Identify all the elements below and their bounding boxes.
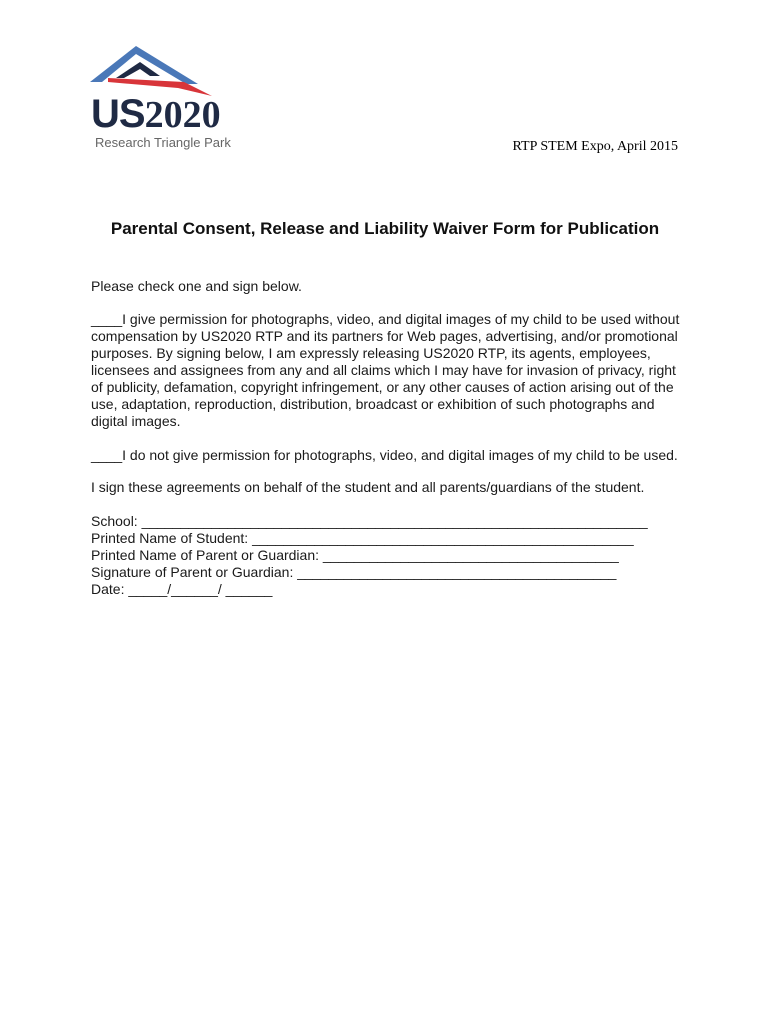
form-body	[91, 278, 691, 598]
agreement-text: I sign these agreements on behalf of the student and all parents/guardians of the student.	[91, 479, 645, 495]
form-title: Parental Consent, Release and Liability Waiver Form for Publication	[110, 219, 660, 238]
signature-field[interactable]: Signature of Parent or Guardian: _________________________________________	[91, 564, 617, 580]
event-header: RTP STEM Expo, April 2015	[512, 139, 678, 154]
instructions-text: Please check one and sign below.	[91, 278, 302, 294]
logo-wordmark	[91, 94, 221, 135]
give-permission-option[interactable]: ____I give permission for photographs, video, and digital images of my child to be used without compensation by US2020 RTP and its partners for Web pages, advertising, and/or promotional purposes. By signing below, I am expressly releasing US2020 RTP, its agents, employees, licensees and assignees from any and all claims which I may have for invasion of privacy, right of publicity, defamation, copyright infringement, or any other causes of action arising out of the use, adaptation, reproduction, distribution, broadcast or exhibition of such photographs and digital images.	[91, 311, 680, 429]
logo-wordmark-letters: US	[91, 92, 145, 136]
us2020-logo	[88, 42, 248, 154]
deny-permission-option[interactable]: ____I do not give permission for photographs, video, and digital images of my child to be used.	[91, 447, 678, 463]
school-field[interactable]: School: _________________________________________________________________	[91, 513, 648, 529]
logo-wordmark-digits: 2020	[144, 94, 221, 136]
date-field[interactable]: Date: _____/______/ ______	[91, 581, 273, 597]
student-name-field[interactable]: Printed Name of Student: _________________________________________________	[91, 530, 634, 546]
logo-tagline: Research Triangle Park	[95, 135, 231, 150]
parent-name-field[interactable]: Printed Name of Parent or Guardian: ______________________________________	[91, 547, 619, 563]
